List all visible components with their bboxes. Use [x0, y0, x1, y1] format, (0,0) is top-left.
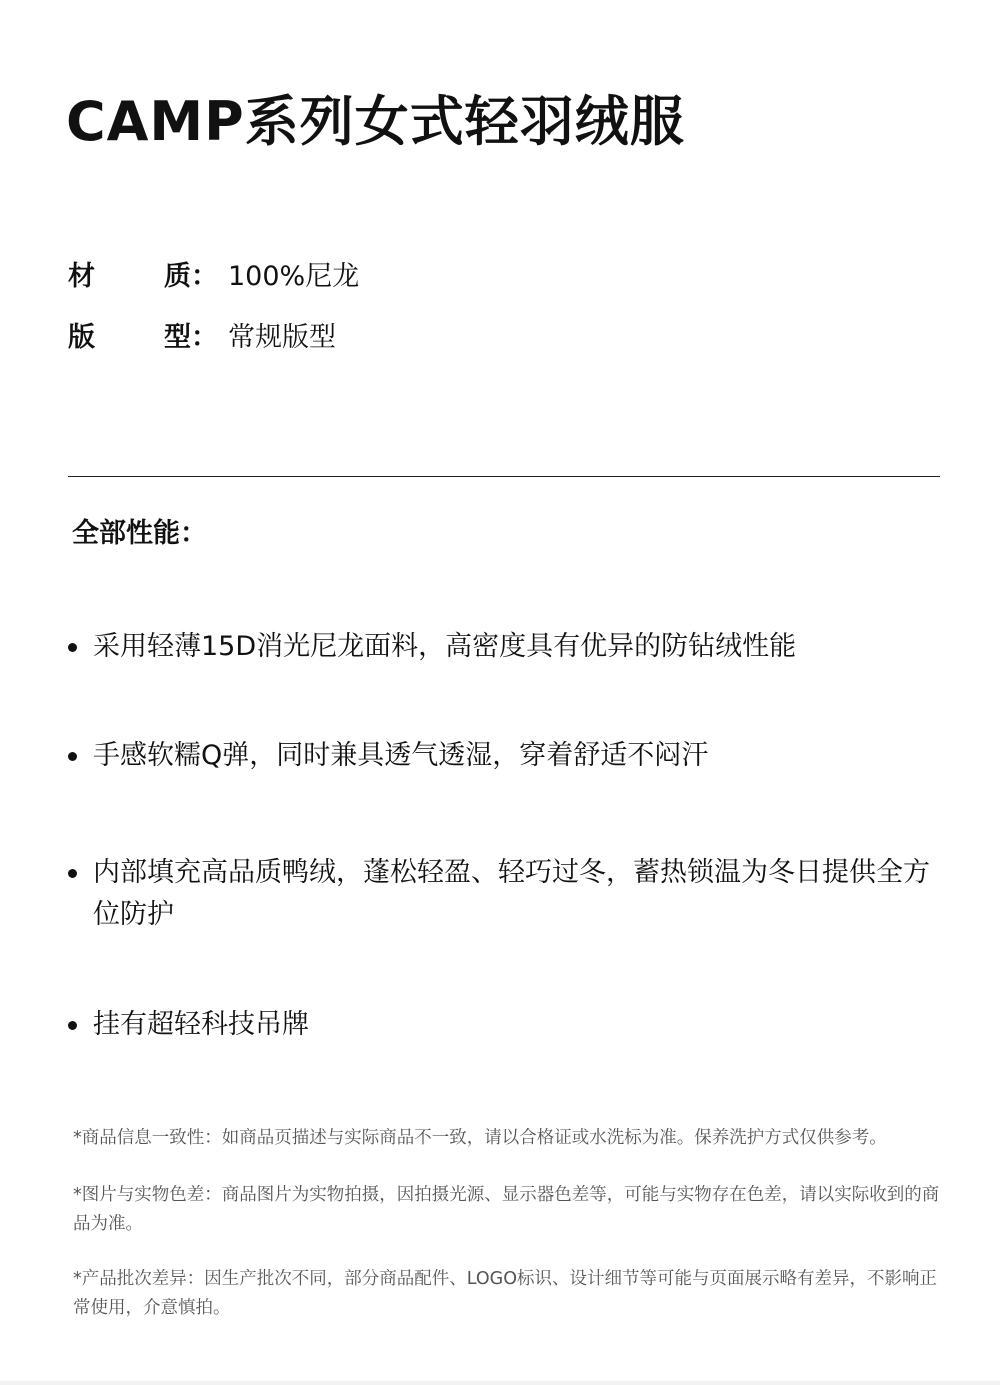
- bottom-band: [0, 1381, 1000, 1385]
- spec-value-material: 100%尼龙: [228, 261, 360, 292]
- page-title: CAMP系列女式轻羽绒服: [66, 90, 685, 153]
- spec-label-material-first: 材: [68, 261, 95, 292]
- feature-text: 采用轻薄15D消光尼龙面料，高密度具有优异的防钻绒性能: [93, 631, 797, 662]
- disclaimer-color: *图片与实物色差：商品图片为实物拍摄，因拍摄光源、显示器色差等，可能与实物存在色差，请以实际收到的商品为准。: [73, 1185, 940, 1234]
- feature-item: [66, 626, 936, 668]
- feature-item: [66, 1004, 936, 1046]
- spec-value-fit: 常规版型: [228, 322, 336, 353]
- feature-item: [66, 852, 936, 936]
- bullet-icon: [68, 752, 77, 761]
- features-heading: 全部性能：: [72, 518, 207, 549]
- bullet-icon: [68, 1021, 77, 1030]
- spec-label-fit-first: 版: [68, 322, 95, 353]
- feature-item: [66, 735, 936, 777]
- disclaimer-batch: *产品批次差异：因生产批次不同，部分商品配件、LOGO标识、设计细节等可能与页面展示略有差异，不影响正常使用，介意慎拍。: [73, 1269, 937, 1318]
- feature-text: 内部填充高品质鸭绒，蓬松轻盈、轻巧过冬，蓄热锁温为冬日提供全方位防护: [93, 857, 930, 930]
- bullet-icon: [68, 869, 77, 878]
- feature-text: 手感软糯Q弹，同时兼具透气透湿，穿着舒适不闷汗: [93, 740, 709, 771]
- section-divider: [68, 476, 940, 477]
- disclaimer-consistency: *商品信息一致性：如商品页描述与实际商品不一致，请以合格证或水洗标为准。保养洗护方式仅供参考。: [73, 1128, 887, 1148]
- feature-text: 挂有超轻科技吊牌: [93, 1009, 309, 1040]
- spec-label-fit-last: 型：: [164, 322, 218, 353]
- bullet-icon: [68, 643, 77, 652]
- spec-label-material-last: 质：: [164, 261, 218, 292]
